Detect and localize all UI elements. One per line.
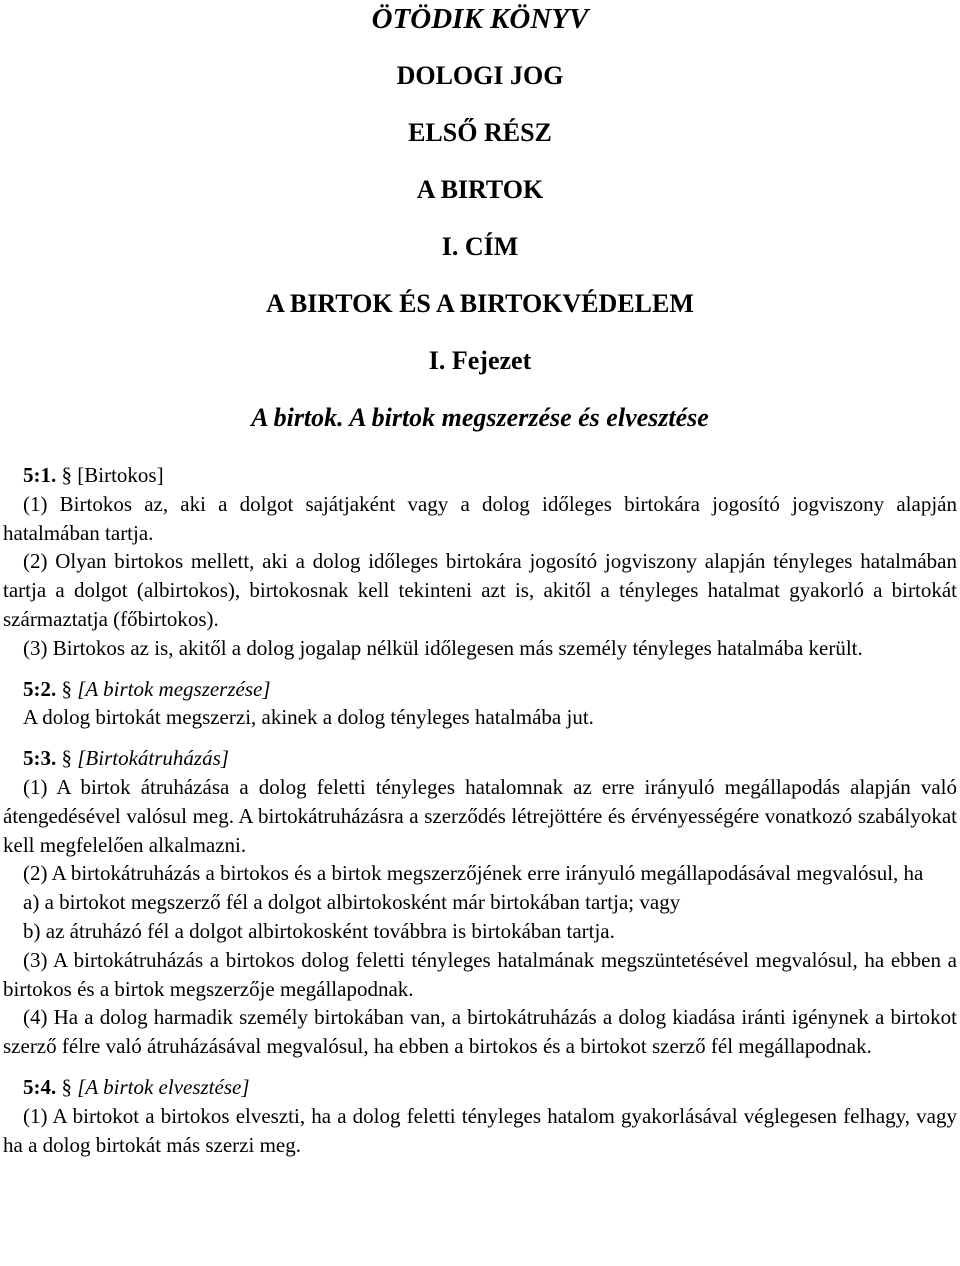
paragraph: (3) Birtokos az is, akitől a dolog jogalap nélkül időlegesen más személy tényleges hatalmába került. xyxy=(23,635,863,660)
paragraph: (2) Olyan birtokos mellett, aki a dolog időleges birtokára jogosító jogviszony alapján tényleges hatalmában tartja a dolgot (albirtokos), birtokosnak kell tekinteni azt is, akitől a tényleges hatalmat gyakorló a birtokát származtatja (főbirtokos). xyxy=(3,549,957,631)
paragraph: (4) Ha a dolog harmadik személy birtokában van, a birtokátruházás a dolog kiadása iránti igénynek a birtokot szerző félre való átruházásával megvalósul, ha ebben a birtokos és a birtokot szerző fél megállapodnak. xyxy=(3,1005,957,1059)
paragraph: A dolog birtokát megszerzi, akinek a dolog tényleges hatalmába jut. xyxy=(23,705,594,730)
chapter-title: A birtok. A birtok megszerzése és elvesztése xyxy=(251,403,709,432)
section-heading: ELSŐ RÉSZ xyxy=(408,118,552,147)
paragraph-sign: § xyxy=(61,1074,72,1099)
paragraph: (1) A birtokot a birtokos elveszti, ha a dolog feletti tényleges hatalom gyakorlásával véglegesen felhagy, vagy ha a dolog birtokát más szerzi meg. xyxy=(3,1103,957,1157)
section-title: A BIRTOK xyxy=(416,175,544,204)
list-item: b) az átruházó fél a dolgot albirtokosként továbbra is birtokában tartja. xyxy=(23,918,615,943)
paragraph: (1) Birtokos az, aki a dolgot sajátjaként vagy a dolog időleges birtokára jogosító jogviszony alapján hatalmában tartja. xyxy=(3,491,957,545)
paragraph: (2) A birtokátruházás a birtokos és a birtok megszerzőjének erre irányuló megállapodásával megvalósul, ha xyxy=(23,861,924,886)
section-number: 5:3. xyxy=(23,746,57,771)
paragraph: (1) A birtok átruházása a dolog feletti tényleges hatalomnak az erre irányuló megállapodás alapján való átengedésével valósul meg. A birtokátruházásra a szerződés létrejöttére és érvényességére vonatkozó szabályokat kell megfelelően alkalmazni. xyxy=(3,774,957,857)
part-title: DOLOGI JOG xyxy=(396,61,564,90)
list-item: a) a birtokot megszerző fél a dolgot albirtokosként már birtokában tartja; vagy xyxy=(23,890,681,915)
title-name: A BIRTOK ÉS A BIRTOKVÉDELEM xyxy=(266,289,694,318)
section-name: [Birtokátruházás] xyxy=(77,746,229,771)
document-body xyxy=(3,461,957,1159)
chapter-heading: I. Fejezet xyxy=(428,346,532,375)
section-name: [A birtok elvesztése] xyxy=(77,1074,250,1099)
title-number: I. CÍM xyxy=(441,232,519,261)
paragraph-sign: § xyxy=(61,463,72,487)
paragraph-sign: § xyxy=(61,676,72,701)
section-number: 5:4. xyxy=(23,1074,57,1099)
section-header xyxy=(3,461,957,490)
book-heading: ÖTÖDIK KÖNYV xyxy=(371,3,589,35)
section-number: 5:1. xyxy=(23,463,57,487)
section-name: [A birtok megszerzése] xyxy=(77,676,271,701)
section-name: [Birtokos] xyxy=(77,463,164,487)
section-header xyxy=(3,744,957,773)
paragraph-sign: § xyxy=(61,746,72,771)
section-header xyxy=(3,675,957,704)
section-header xyxy=(3,1073,957,1102)
paragraph: (3) A birtokátruházás a birtokos dolog feletti tényleges hatalmának megszüntetésével megvalósul, ha ebben a birtokos és a birtok megszerzője megállapodnak. xyxy=(3,947,957,1001)
section-number: 5:2. xyxy=(23,676,57,701)
